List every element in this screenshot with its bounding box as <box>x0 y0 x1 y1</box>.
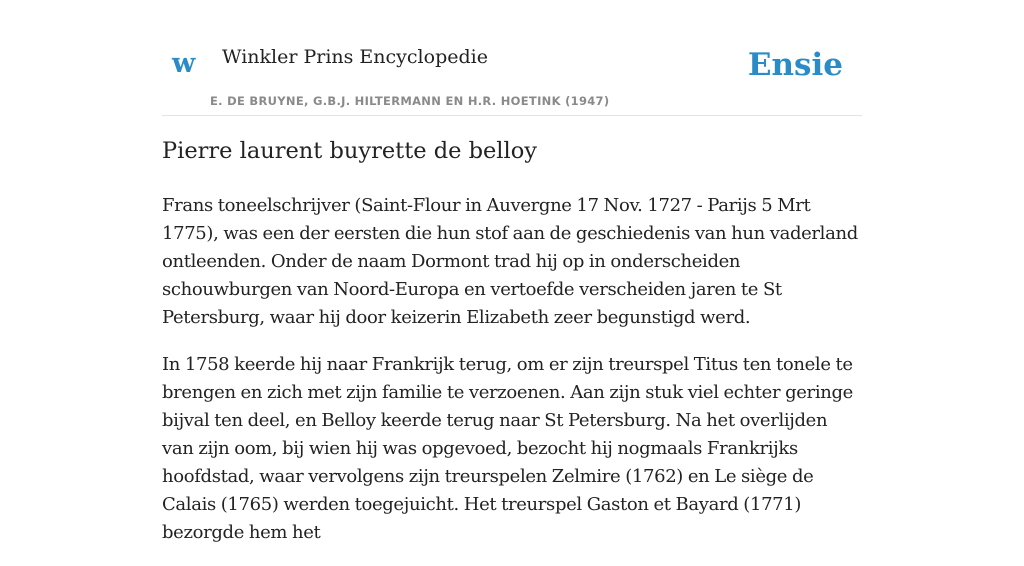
site-title[interactable]: Winkler Prins Encyclopedie <box>222 46 488 68</box>
site-logo[interactable]: w <box>172 48 196 79</box>
article-title: Pierre laurent buyrette de belloy <box>162 138 537 164</box>
brand-logo[interactable]: Ensie <box>747 47 843 83</box>
site-header <box>162 0 862 116</box>
article-paragraph: In 1758 keerde hij naar Frankrijk terug, om er zijn treurspel Titus ten tonele te brengen en zich met zijn familie te verzoenen. Aan zijn stuk viel echter geringe bijval ten deel, en Belloy keerde terug naar St Petersburg. Na het overlijden van zijn oom, bij wien hij was opgevoed, bezocht hij nogmaals Frankrijks hoofdstad, waar vervolgens zijn treurspelen Zelmire (1762) en Le siège de Calais (1765) werden toegejuicht. Het treurspel Gaston et Bayard (1771) bezorgde hem het <box>162 354 853 543</box>
article-body <box>162 192 862 566</box>
source-authors: E. DE BRUYNE, G.B.J. HILTERMANN EN H.R. HOETINK (1947) <box>210 94 610 108</box>
article-paragraph: Frans toneelschrijver (Saint-Flour in Auvergne 17 Nov. 1727 - Parijs 5 Mrt 1775), was een der eersten die hun stof aan de geschiedenis van hun vaderland ontleenden. Onder de naam Dormont trad hij op in onderscheiden schouwburgen van Noord-Europa en vertoefde verscheiden jaren te St Petersburg, waar hij door keizerin Elizabeth zeer begunstigd werd. <box>162 195 858 328</box>
